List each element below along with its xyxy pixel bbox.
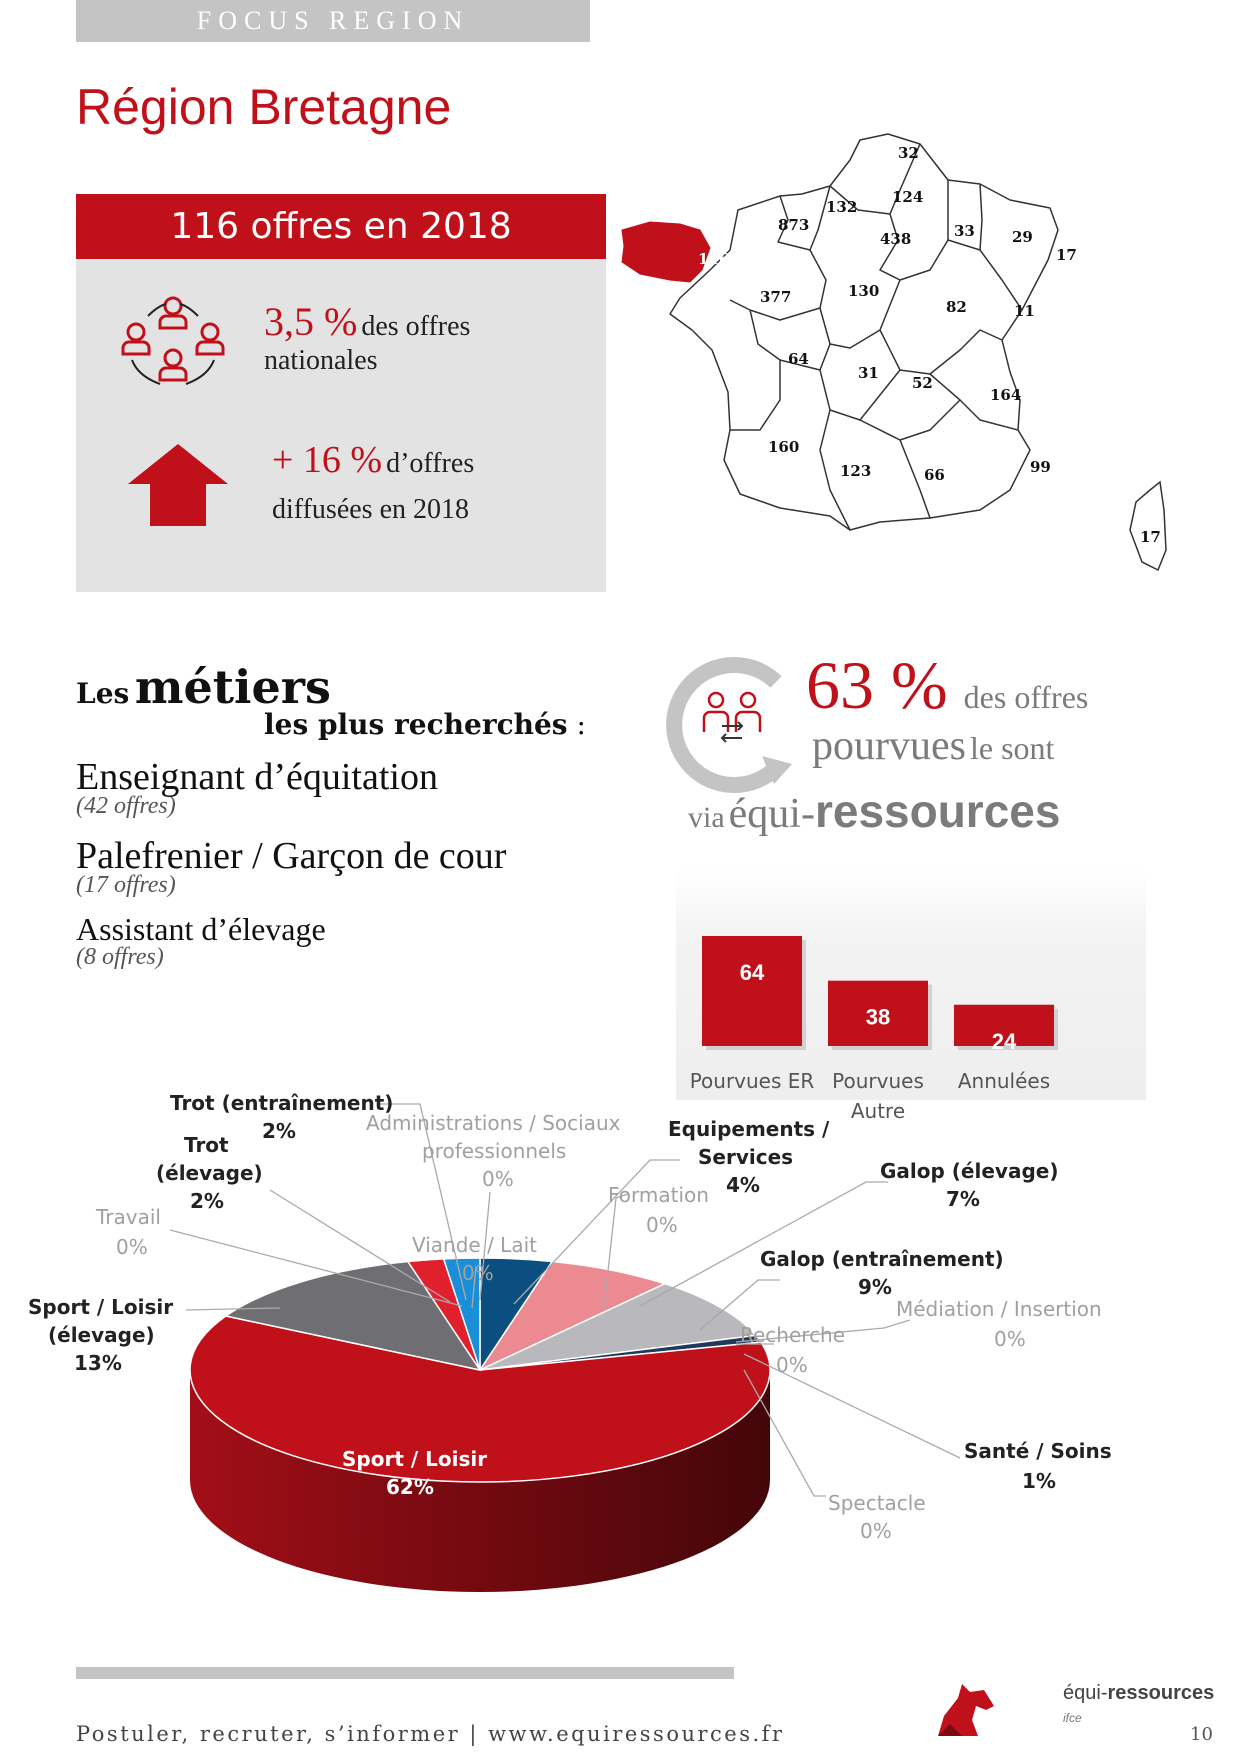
bretagne-region-highlight xyxy=(622,222,710,282)
map-label: 11 xyxy=(1014,302,1035,320)
pie-label-sport: Sport / Loisir xyxy=(342,1447,488,1471)
map-label: 31 xyxy=(858,364,879,382)
job-item xyxy=(76,755,636,820)
job-item xyxy=(76,911,636,971)
bar-category-label: Annulées xyxy=(957,1069,1051,1093)
footer-rule xyxy=(76,1667,734,1679)
brand-part-a: équi- xyxy=(1063,1682,1108,1704)
top-jobs-subtitle xyxy=(264,708,636,741)
pie-label: Equipements / xyxy=(668,1117,830,1141)
pie-label: (élevage) xyxy=(156,1161,263,1185)
pie-label: Viande / Lait xyxy=(412,1233,537,1257)
france-regions-map xyxy=(630,130,1200,640)
map-label: 99 xyxy=(1030,458,1051,476)
horse-head-logo xyxy=(932,1676,998,1740)
map-label: 164 xyxy=(990,386,1022,404)
pie-label-value: 13% xyxy=(74,1351,122,1375)
pie-label-value: 0% xyxy=(860,1519,892,1543)
sector-pie-chart xyxy=(20,1080,1220,1640)
bar-value-label: 64 xyxy=(739,960,765,985)
pie-label: Santé / Soins xyxy=(964,1439,1112,1463)
pie-label-value: 0% xyxy=(462,1261,494,1285)
pie-label-value: 2% xyxy=(190,1189,224,1213)
map-label: 32 xyxy=(898,144,919,162)
fulfilled-text-1: des offres xyxy=(963,679,1089,715)
fulfilled-text-2a: pourvues xyxy=(812,723,966,769)
pie-label-value: 0% xyxy=(482,1167,514,1191)
fulfilled-stat-line1 xyxy=(806,646,1088,725)
title-part-les: Les xyxy=(76,677,130,710)
stats-box xyxy=(76,194,606,592)
map-label: 17 xyxy=(1056,246,1077,264)
bar-category-label: Autre xyxy=(850,1099,906,1123)
pie-label: Médiation / Insertion xyxy=(896,1297,1102,1321)
job-count: (17 offres) xyxy=(76,872,176,898)
pie-label-value: 0% xyxy=(776,1353,808,1377)
corsica-outline xyxy=(1130,482,1166,570)
map-label: 130 xyxy=(848,282,880,300)
fulfilled-stat-line3 xyxy=(688,784,1060,838)
pie-label: Spectacle xyxy=(828,1491,926,1515)
growth-stat xyxy=(272,438,592,538)
map-label: 132 xyxy=(826,198,858,216)
brand-part-b: ressources xyxy=(1107,1682,1215,1704)
job-name: Assistant d’élevage xyxy=(76,911,326,947)
map-label: 64 xyxy=(788,350,809,368)
map-label: 82 xyxy=(946,298,967,316)
title-part-metiers: métiers xyxy=(134,660,331,714)
map-label: 124 xyxy=(892,188,924,206)
footer-brand xyxy=(1063,1682,1214,1725)
map-label: 438 xyxy=(880,230,912,248)
fulfilled-text-3a: via xyxy=(688,801,725,834)
brand-sub: ifce xyxy=(1063,1711,1082,1725)
map-label: 52 xyxy=(912,374,933,392)
title-part-line2: les plus recherchés xyxy=(264,708,568,741)
share-value: 3,5 % xyxy=(264,299,358,344)
title-colon: : xyxy=(567,708,586,741)
map-label: 17 xyxy=(1140,528,1161,546)
top-jobs-title xyxy=(76,660,636,714)
growth-value: + 16 % xyxy=(272,439,383,481)
pie-label: (élevage) xyxy=(48,1323,155,1347)
share-text-2: nationales xyxy=(264,345,378,376)
pie-label-value: 0% xyxy=(116,1235,148,1259)
bar-chart-svg xyxy=(676,868,1146,1123)
pie-label-value: 7% xyxy=(946,1187,980,1211)
job-count: (8 offres) xyxy=(76,944,164,970)
map-label-bretagne: 116 xyxy=(698,250,730,268)
fulfilled-text-2b: le sont xyxy=(969,730,1055,766)
job-name: Palefrenier / Garçon de cour xyxy=(76,835,507,877)
map-label: 66 xyxy=(924,466,945,484)
pie-label-value: 1% xyxy=(1022,1469,1056,1493)
pie-label: Services xyxy=(698,1145,794,1169)
exchange-cycle-icon xyxy=(666,660,800,790)
fulfilment-bar-chart xyxy=(676,868,1146,1123)
arrow-up-icon xyxy=(128,444,228,526)
pie-label: Sport / Loisir xyxy=(28,1295,174,1319)
map-label: 123 xyxy=(840,462,872,480)
map-label: 377 xyxy=(760,288,792,306)
job-count: (42 offres) xyxy=(76,793,176,819)
pie-label-value: 4% xyxy=(726,1173,760,1197)
bar-value-label: 24 xyxy=(991,1028,1017,1054)
map-label: 160 xyxy=(768,438,800,456)
pie-label-value: 0% xyxy=(646,1213,678,1237)
pie-label-value: 2% xyxy=(262,1119,296,1143)
bar xyxy=(702,936,802,1046)
fulfilled-text-3b: équi- xyxy=(728,791,815,837)
section-band: FOCUS REGION xyxy=(76,0,590,42)
fulfilled-stat-line2 xyxy=(812,722,1054,770)
pie-label-value: 9% xyxy=(858,1275,892,1299)
map-label: 29 xyxy=(1012,228,1033,246)
map-label: 33 xyxy=(954,222,975,240)
growth-text-2: diffusées en 2018 xyxy=(272,494,469,525)
pie-label: Galop (élevage) xyxy=(880,1159,1059,1183)
map-label: 873 xyxy=(778,216,810,234)
pie-label: professionnels xyxy=(422,1139,567,1163)
pie-label: Administrations / Sociaux xyxy=(366,1111,621,1135)
pie-label-sport-value: 62% xyxy=(386,1475,434,1499)
fulfilled-text-3c: ressources xyxy=(814,785,1061,837)
people-network-icon xyxy=(118,294,228,394)
fulfilled-percent: 63 % xyxy=(806,647,948,723)
growth-text-1: d’offres xyxy=(386,448,475,479)
top-jobs-section xyxy=(76,660,636,971)
pie-label: Galop (entraînement) xyxy=(760,1247,1004,1271)
bar-value-label: 38 xyxy=(865,1004,891,1030)
stats-headline: 116 offres en 2018 xyxy=(76,194,606,259)
pie-label-value: 0% xyxy=(994,1327,1026,1351)
pie-label: Trot xyxy=(184,1133,229,1157)
page-number: 10 xyxy=(1190,1724,1213,1745)
job-item xyxy=(76,834,636,899)
bar-category-label: Pourvues xyxy=(832,1069,924,1093)
share-stat xyxy=(264,298,594,377)
job-name: Enseignant d’équitation xyxy=(76,756,438,798)
share-text-1: des offres xyxy=(361,311,471,342)
footer-text: Postuler, recruter, s’informer | www.equiressources.fr xyxy=(76,1722,785,1746)
pie-label: Trot (entraînement) xyxy=(170,1091,394,1115)
bar-category-label: Pourvues ER xyxy=(689,1069,815,1093)
pie-label: Recherche xyxy=(740,1323,846,1347)
pie-label: Travail xyxy=(96,1205,161,1229)
page-title: Région Bretagne xyxy=(76,79,452,135)
pie-label: Formation xyxy=(608,1183,709,1207)
